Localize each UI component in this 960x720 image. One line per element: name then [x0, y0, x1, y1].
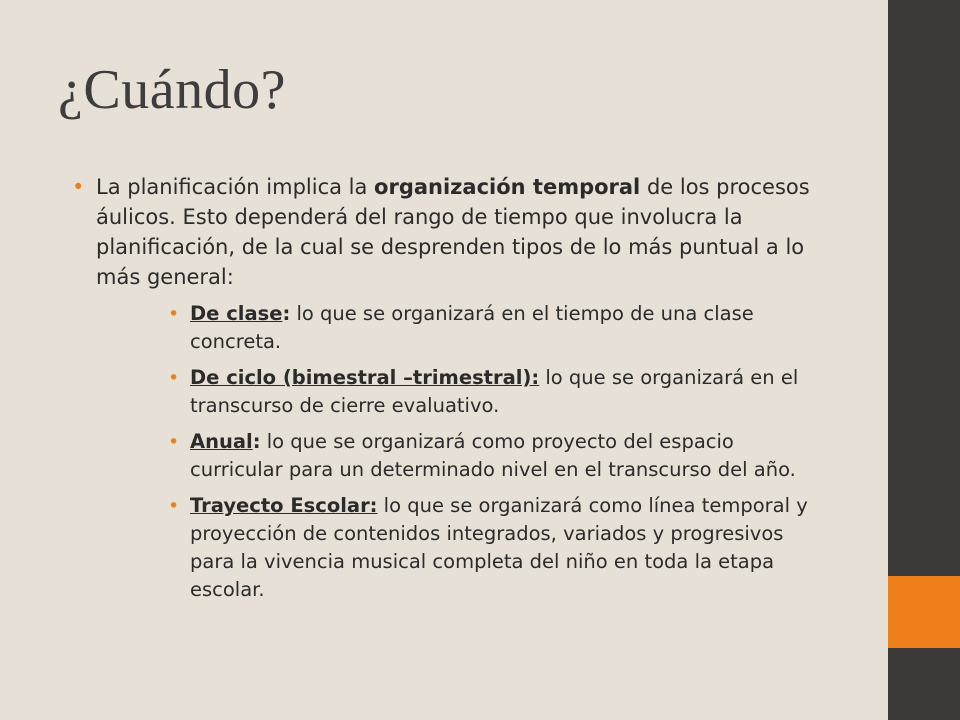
slide-title: ¿Cuándo?	[58, 59, 286, 121]
sub-bullet-text: lo que se organizará como línea temporal y proyección de contenidos integrados, variados y progresivos para la vivencia musical completa del niño en toda la etapa escolar.	[190, 494, 808, 601]
bullet-dot-icon: •	[168, 495, 180, 517]
slide-content	[72, 172, 842, 612]
sub-bullet-anual	[168, 428, 828, 484]
sub-bullet-text: lo que se organizará como proyecto del espacio curricular para un determinado nivel en el transcurso del año.	[190, 430, 796, 481]
main-bullet-text-before: La planificación implica la	[96, 175, 375, 199]
orange-accent-block	[888, 576, 960, 648]
sub-bullet-term: Trayecto Escolar:	[190, 494, 378, 517]
sub-bullet-clase	[168, 300, 828, 356]
sub-bullet-sep: :	[282, 302, 291, 325]
sub-bullet-term: De clase	[190, 302, 283, 325]
bullet-dot-icon: •	[168, 303, 180, 325]
sub-bullet-term: De ciclo (bimestral –trimestral):	[190, 366, 540, 389]
bullet-dot-icon: •	[168, 367, 180, 389]
sub-bullet-term: Anual	[190, 430, 253, 453]
sub-bullet-sep: :	[252, 430, 261, 453]
bullet-dot-icon: •	[72, 175, 85, 199]
bullet-dot-icon: •	[168, 431, 180, 453]
sub-bullet-text: lo que se organizará en el tiempo de una clase concreta.	[190, 302, 754, 353]
sub-bullet-text: lo que se organizará en el transcurso de cierre evaluativo.	[190, 366, 799, 417]
main-bullet-bold: organización temporal	[374, 175, 641, 199]
main-bullet	[72, 172, 842, 292]
sub-bullet-ciclo	[168, 364, 828, 420]
main-bullet-text-after: de los procesos áulicos. Esto dependerá del rango de tiempo que involucra la planificación, de la cual se desprenden tipos de lo más puntual a lo más general:	[96, 175, 810, 289]
sub-bullet-list	[168, 300, 828, 604]
sub-bullet-trayecto	[168, 492, 828, 604]
